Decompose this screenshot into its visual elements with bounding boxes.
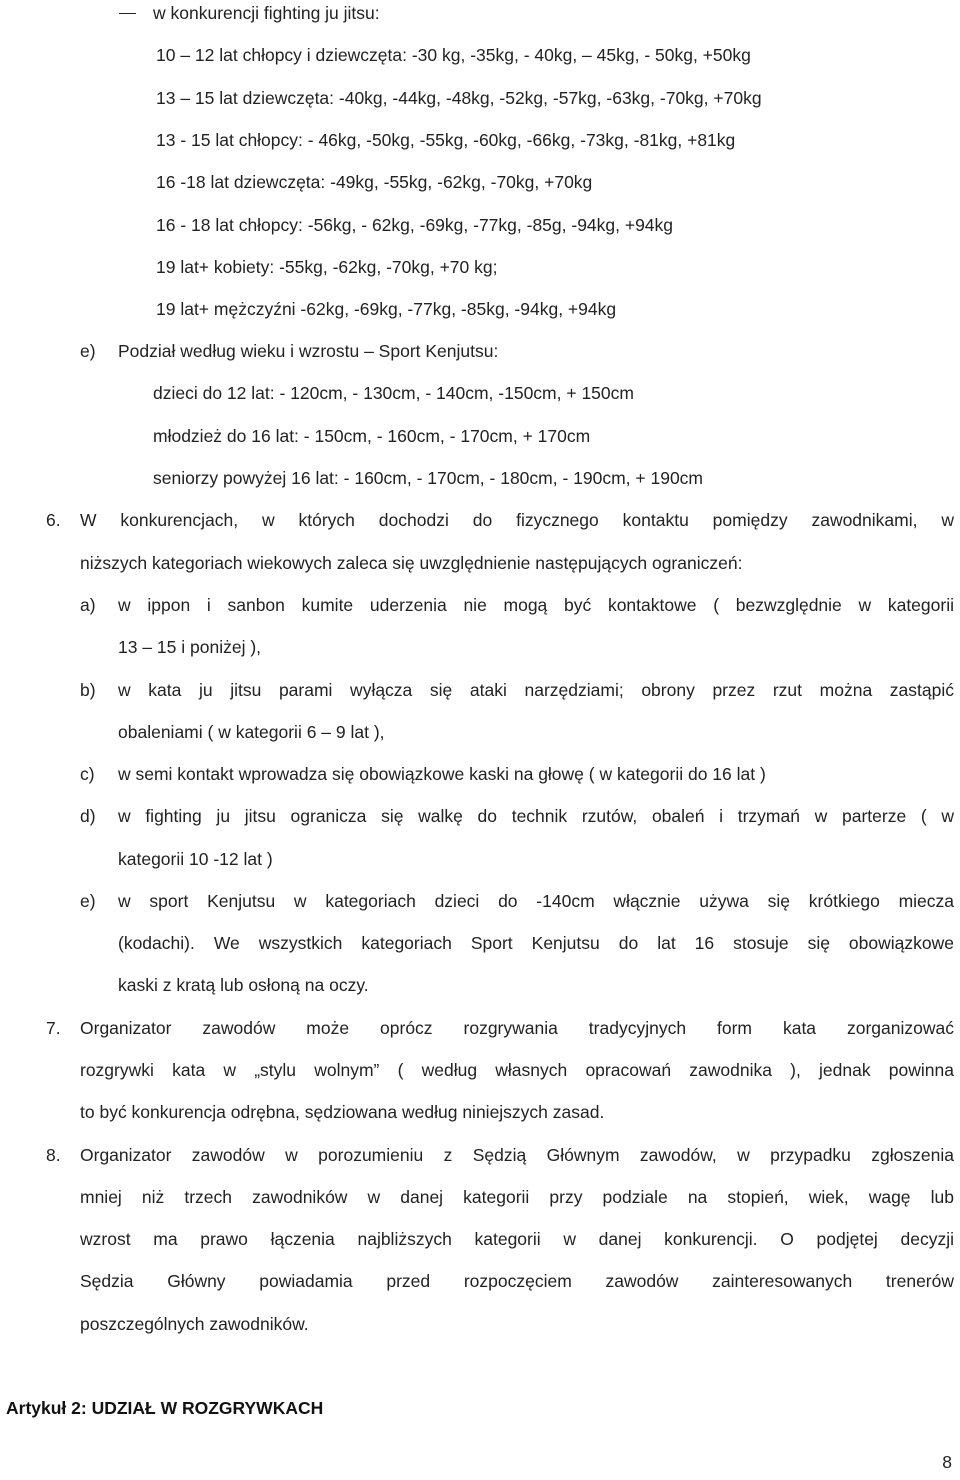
point-7-line: to być konkurencja odrębna, sędziowana według niniejszych zasad. xyxy=(80,1102,605,1122)
point-8-line: Sędzia Główny powiadamia przed rozpoczęciem zawodów zainteresowanych trenerów xyxy=(80,1271,954,1291)
point-8-line: wzrost ma prawo łączenia najbliższych kategorii w danej konkurencji. O podjętej decyzji xyxy=(80,1229,954,1249)
page-number: 8 xyxy=(942,1452,952,1472)
fighting-line: 13 – 15 lat dziewczęta: -40kg, -44kg, -48kg, -52kg, -57kg, -63kg, -70kg, +70kg xyxy=(156,88,762,108)
item-e-line: kaski z kratą lub osłoną na oczy. xyxy=(118,975,369,995)
fighting-line: 19 lat+ kobiety: -55kg, -62kg, -70kg, +70 kg; xyxy=(156,257,498,277)
fighting-line: 19 lat+ mężczyźni -62kg, -69kg, -77kg, -85kg, -94kg, +94kg xyxy=(156,299,617,319)
item-d-line: w fighting ju jitsu ogranicza się walkę do technik rzutów, obaleń i trzymań w parterze ( w xyxy=(118,806,954,826)
point-6-line: W konkurencjach, w których dochodzi do fizycznego kontaktu pomiędzy zawodnikami, w xyxy=(80,510,954,530)
fighting-line: 13 - 15 lat chłopcy: - 46kg, -50kg, -55kg, -60kg, -66kg, -73kg, -81kg, +81kg xyxy=(156,130,736,150)
kenjutsu-line: młodzież do 16 lat: - 150cm, - 160cm, - 170cm, + 170cm xyxy=(153,426,591,446)
point-6-line: niższych kategoriach wiekowych zaleca się uwzględnienie następujących ograniczeń: xyxy=(80,553,743,573)
item-b-line: obaleniami ( w kategorii 6 – 9 lat ), xyxy=(118,722,385,742)
point-7-number: 7. xyxy=(46,1018,61,1038)
item-c-line: w semi kontakt wprowadza się obowiązkowe kaski na głowę ( w kategorii do 16 lat ) xyxy=(118,764,766,784)
point-8-number: 8. xyxy=(46,1145,61,1165)
item-marker-b: b) xyxy=(80,680,96,700)
point-8-line: Organizator zawodów w porozumieniu z Sędzią Głównym zawodów, w przypadku zgłoszenia xyxy=(80,1145,954,1165)
kenjutsu-line: dzieci do 12 lat: - 120cm, - 130cm, - 140cm, -150cm, + 150cm xyxy=(153,383,634,403)
point-6-number: 6. xyxy=(46,510,61,530)
list-dash xyxy=(119,13,136,14)
fighting-line: 16 - 18 lat chłopcy: -56kg, - 62kg, -69kg, -77kg, -85g, -94kg, +94kg xyxy=(156,215,674,235)
item-b-line: w kata ju jitsu parami wyłącza się ataki narzędziami; obrony przez rzut można zastąpić xyxy=(118,680,954,700)
item-d-line: kategorii 10 -12 lat ) xyxy=(118,849,273,869)
fighting-line: 16 -18 lat dziewczęta: -49kg, -55kg, -62kg, -70kg, +70kg xyxy=(156,172,593,192)
item-marker-e: e) xyxy=(80,891,96,911)
point-7-line: rozgrywki kata w „stylu wolnym” ( według własnych opracowań zawodnika ), jednak powinna xyxy=(80,1060,954,1080)
fighting-line: 10 – 12 lat chłopcy i dziewczęta: -30 kg, -35kg, - 40kg, – 45kg, - 50kg, +50kg xyxy=(156,45,751,65)
kenjutsu-line: seniorzy powyżej 16 lat: - 160cm, - 170cm, - 180cm, - 190cm, + 190cm xyxy=(153,468,704,488)
point-8-line: poszczególnych zawodników. xyxy=(80,1314,309,1334)
item-marker-d: d) xyxy=(80,806,96,826)
article-heading: Artykuł 2: UDZIAŁ W ROZGRYWKACH xyxy=(6,1398,324,1418)
point-7-line: Organizator zawodów może oprócz rozgrywania tradycyjnych form kata zorganizować xyxy=(80,1018,954,1038)
point-8-line: mniej niż trzech zawodników w danej kategorii przy podziale na stopień, wiek, wagę lub xyxy=(80,1187,954,1207)
item-marker-c: c) xyxy=(80,764,95,784)
fighting-header: w konkurencji fighting ju jitsu: xyxy=(153,3,380,23)
item-marker-a: a) xyxy=(80,595,96,615)
kenjutsu-header: Podział według wieku i wzrostu – Sport Kenjutsu: xyxy=(118,341,499,361)
item-e-line: w sport Kenjutsu w kategoriach dzieci do -140cm włącznie używa się krótkiego miecza xyxy=(118,891,954,911)
item-e-line: (kodachi). We wszystkich kategoriach Sport Kenjutsu do lat 16 stosuje się obowiązkowe xyxy=(118,933,954,953)
item-a-line: 13 – 15 i poniżej ), xyxy=(118,637,262,657)
item-a-line: w ippon i sanbon kumite uderzenia nie mogą być kontaktowe ( bezwzględnie w kategorii xyxy=(118,595,954,615)
kenjutsu-marker: e) xyxy=(80,341,96,361)
